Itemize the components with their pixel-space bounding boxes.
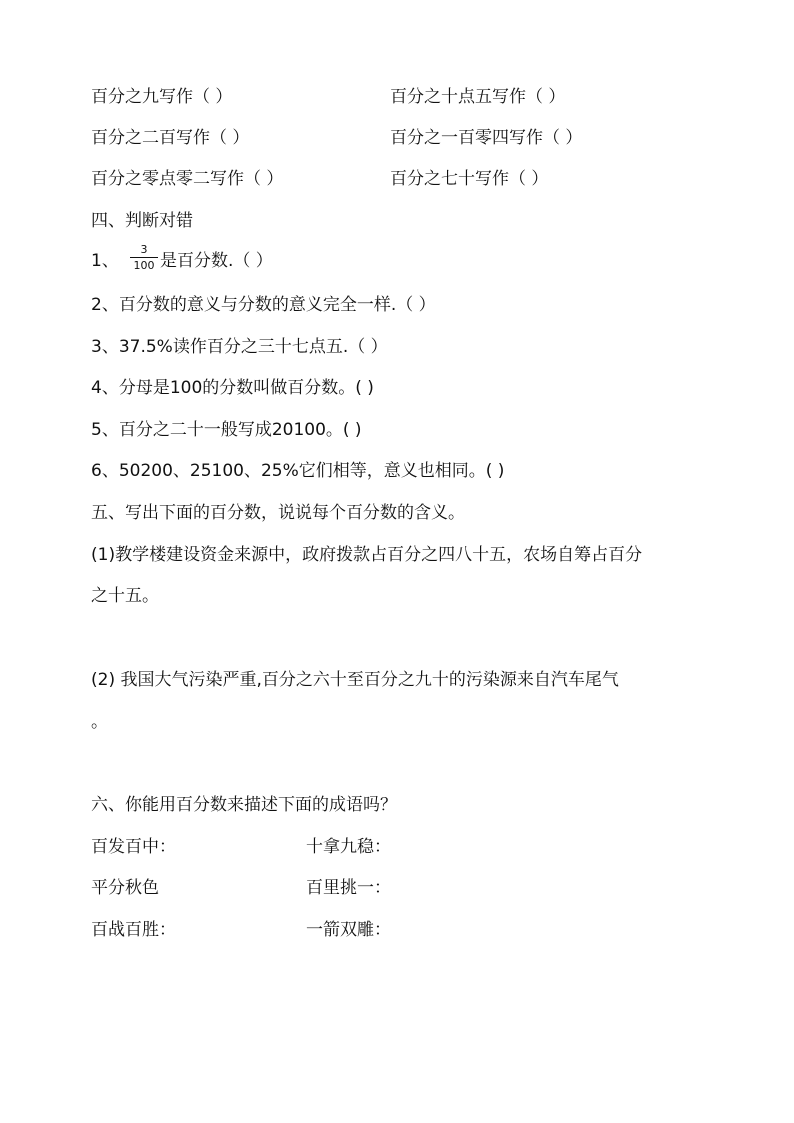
section-title: 四、判断对错 [91, 211, 193, 231]
fraction-numerator: 3 [140, 243, 148, 256]
idiom-item: 十拿九稳： [306, 837, 391, 857]
idiom-item: 平分秋色 [91, 878, 159, 898]
question-text: (1)教学楼建设资金来源中，政府拨款占百分之四八十五，农场自筹占百分 [91, 545, 643, 565]
section-title: 六、你能用百分数来描述下面的成语吗？ [91, 795, 397, 815]
fill-item-left: 百分之零点零二写作（ ） [91, 169, 284, 189]
idiom-item: 百战百胜： [91, 920, 176, 940]
fill-item-right: 百分之十点五写作（ ） [390, 87, 566, 107]
judge-item: 4、分母是100的分数叫做百分数。( ) [91, 378, 374, 398]
idiom-item: 百发百中： [91, 837, 176, 857]
idiom-item: 百里挑一： [306, 878, 391, 898]
judge-item: 5、百分之二十一般写成20100。( ) [91, 420, 362, 440]
section-title: 五、写出下面的百分数，说说每个百分数的含义。 [91, 503, 465, 523]
fraction [130, 244, 158, 272]
fill-item-right: 百分之七十写作（ ） [390, 169, 549, 189]
fraction-bar [130, 257, 158, 258]
question-text: (2) 我国大气污染严重,百分之六十至百分之九十的污染源来自汽车尾气 [91, 670, 619, 690]
question-text: 之十五。 [91, 586, 159, 606]
fill-item-left: 百分之二百写作（ ） [91, 128, 250, 148]
fraction-denominator: 100 [133, 259, 155, 272]
fill-item-left: 百分之九写作（ ） [91, 87, 233, 107]
idiom-item: 一箭双雕： [306, 920, 391, 940]
judge-item-number: 1、 [91, 251, 119, 271]
judge-item: 3、37.5%读作百分之三十七点五.（ ） [91, 337, 388, 357]
question-text: 。 [91, 712, 108, 732]
judge-item-text: 是百分数.（ ） [160, 251, 273, 271]
fill-item-right: 百分之一百零四写作（ ） [390, 128, 583, 148]
judge-item: 2、百分数的意义与分数的意义完全一样.（ ） [91, 295, 436, 315]
judge-item: 6、50200、25100、25%它们相等，意义也相同。( ) [91, 461, 505, 481]
